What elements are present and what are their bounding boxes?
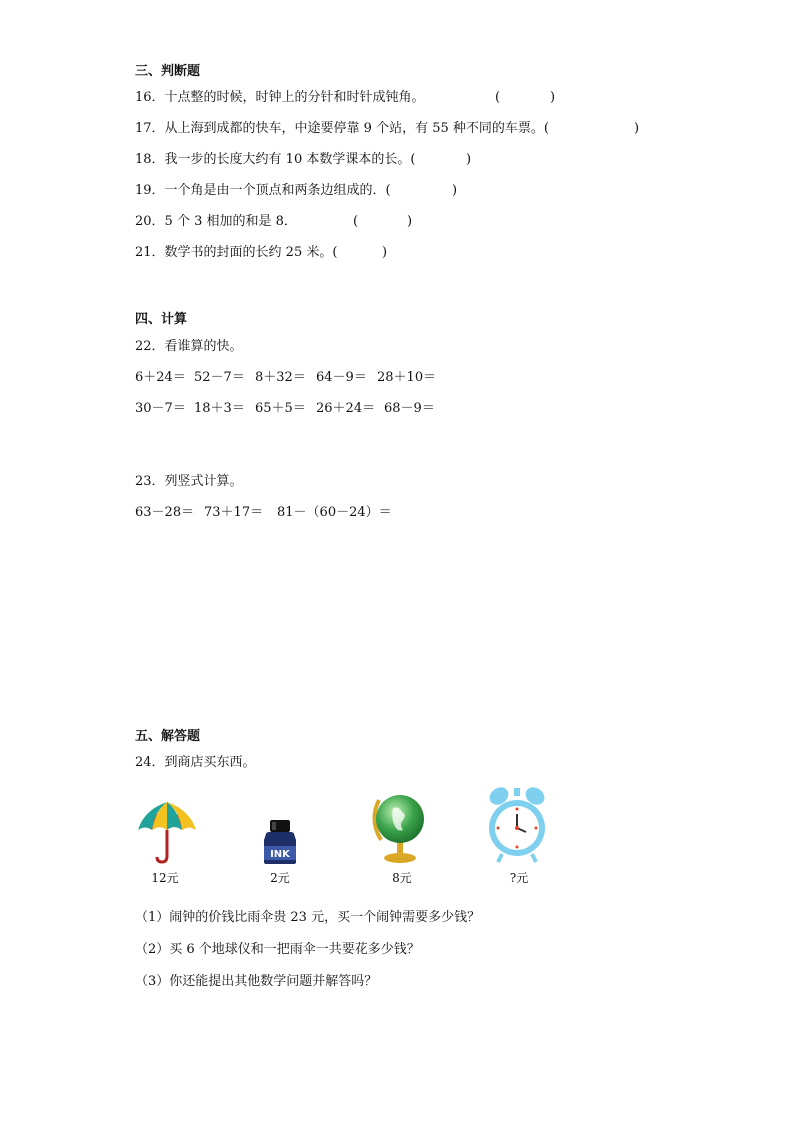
question-24-part-2: （2）买 6 个地球仪和一把雨伞一共要花多少钱？ xyxy=(135,942,420,957)
calc-item: 8＋32＝ xyxy=(255,370,306,385)
question-24-part-3: （3）你还能提出其他数学问题并解答吗？ xyxy=(135,974,378,989)
question-19: 19．一个角是由一个顶点和两条边组成的．( xyxy=(135,183,391,198)
answer-paren-close-21: ) xyxy=(382,245,388,260)
section-heading-calculation: 四、计算 xyxy=(135,312,188,327)
vertical-calc-item: 81－（60－24）＝ xyxy=(277,505,392,520)
answer-paren-open-16: ( xyxy=(495,90,501,105)
alarm-clock-price: ?元 xyxy=(509,871,529,885)
question-20: 20．5 个 3 相加的和是 8． xyxy=(135,214,297,229)
question-22-title: 22．看谁算的快。 xyxy=(135,339,243,354)
section-heading-judgement: 三、判断题 xyxy=(135,64,201,79)
answer-paren-close-18: ) xyxy=(466,152,472,167)
calc-item: 30－7＝ xyxy=(135,401,186,416)
question-17: 17．从上海到成都的快车，中途要停靠 9 个站，有 55 种不同的车票。( xyxy=(135,121,549,136)
ink-bottle-icon xyxy=(256,818,304,866)
ink-label: INK xyxy=(270,849,290,860)
answer-paren-close-17: ) xyxy=(634,121,640,136)
calc-item: 28＋10＝ xyxy=(377,370,437,385)
globe-price: 8元 xyxy=(392,871,412,885)
answer-paren-close-20: ) xyxy=(407,214,413,229)
calc-item: 68－9＝ xyxy=(384,401,435,416)
globe-icon xyxy=(369,790,427,866)
question-23-title: 23．列竖式计算。 xyxy=(135,474,243,489)
calc-item: 26＋24＝ xyxy=(316,401,376,416)
question-24-title: 24．到商店买东西。 xyxy=(135,755,256,770)
vertical-calc-item: 73＋17＝ xyxy=(204,505,264,520)
question-24-part-1: （1）闹钟的价钱比雨伞贵 23 元，买一个闹钟需要多少钱？ xyxy=(135,910,481,925)
question-21: 21．数学书的封面的长约 25 米。( xyxy=(135,245,338,260)
answer-paren-close-19: ) xyxy=(452,183,458,198)
calc-item: 18＋3＝ xyxy=(194,401,245,416)
answer-paren-close-16: ) xyxy=(550,90,556,105)
umbrella-price: 12元 xyxy=(151,871,179,885)
section-heading-word-problems: 五、解答题 xyxy=(135,729,201,744)
calc-item: 64－9＝ xyxy=(316,370,367,385)
vertical-calc-item: 63－28＝ xyxy=(135,505,195,520)
alarm-clock-icon xyxy=(486,784,548,864)
answer-paren-open-20: ( xyxy=(353,214,359,229)
umbrella-icon xyxy=(136,798,198,864)
calc-item: 52－7＝ xyxy=(194,370,245,385)
calc-item: 6＋24＝ xyxy=(135,370,186,385)
calc-item: 65＋5＝ xyxy=(255,401,306,416)
question-18: 18．我一步的长度大约有 10 本数学课本的长。( xyxy=(135,152,416,167)
question-16: 16．十点整的时候，时钟上的分针和时针成钝角。 xyxy=(135,90,425,105)
ink-price: 2元 xyxy=(270,871,290,885)
